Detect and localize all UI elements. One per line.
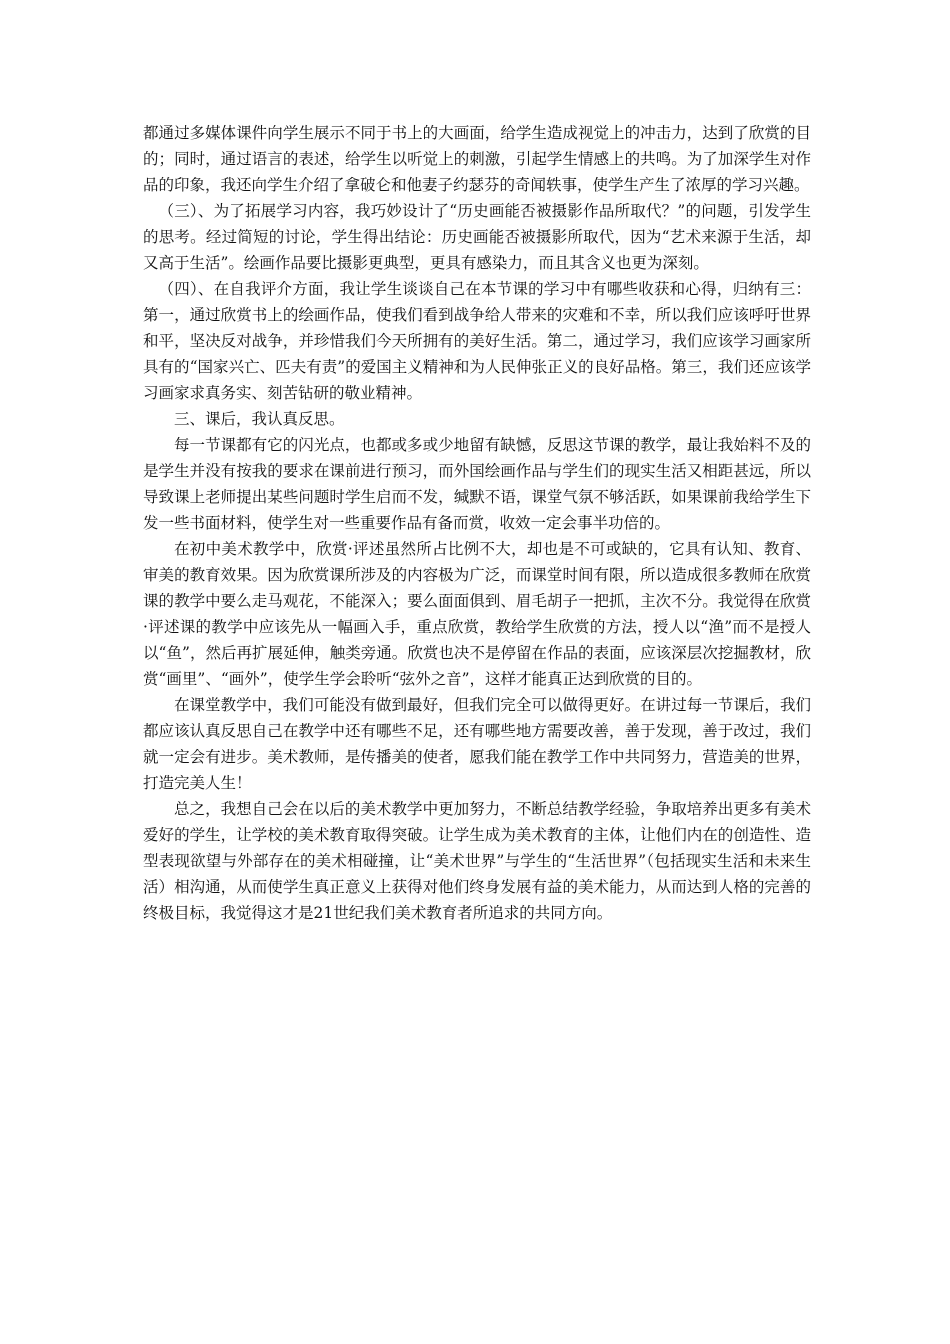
paragraph-section-four: （四）、在自我评介方面，我让学生谈谈自己在本节课的学习中有哪些收获和心得，归纳有三：第一，通过欣赏书上的绘画作品，使我们看到战争给人带来的灾难和不幸，所以我们应该呼吁世界和平，坚决反对战争，并珍惜我们今天所拥有的美好生活。第二，通过学习，我们应该学习画家所具有的“国家兴亡、匹夫有责”的爱国主义精神和为人民伸张正义的良好品格。第三，我们还应该学习画家求真务实、刻苦钻研的敬业精神。 [143, 280, 811, 402]
document-body [143, 120, 811, 926]
paragraph-conclusion: 总之，我想自己会在以后的美术教学中更加努力，不断总结教学经验，争取培养出更多有美术爱好的学生，让学校的美术教育取得突破。让学生成为美术教育的主体，让他们内在的创造性、造型表现欲望与外部存在的美术相碰撞，让“美术世界”与学生的“生活世界”（包括现实生活和未来生活）相沟通，从而使学生真正意义上获得对他们终身发展有益的美术能力，从而达到人格的完善的终极目标，我觉得这才是21世纪我们美术教育者所追求的共同方向。 [143, 800, 811, 922]
paragraph-appreciation: 在初中美术教学中，欣赏·评述虽然所占比例不大，却也是不可或缺的，它具有认知、教育、审美的教育效果。因为欣赏课所涉及的内容极为广泛，而课堂时间有限，所以造成很多教师在欣赏课的教学中要么走马观花，不能深入；要么面面俱到、眉毛胡子一把抓，主次不分。我觉得在欣赏·评述课的教学中应该先从一幅画入手，重点欣赏，教给学生欣赏的方法，授人以“渔”而不是授人以“鱼”，然后再扩展延伸，触类旁通。欣赏也决不是停留在作品的表面，应该深层次挖掘教材，欣赏“画里”、“画外”，使学生学会聆听“弦外之音”，这样才能真正达到欣赏的目的。 [143, 540, 811, 688]
section-heading-after-class: 三、课后，我认真反思。 [174, 410, 345, 428]
paragraph-classroom-teaching: 在课堂教学中，我们可能没有做到最好，但我们完全可以做得更好。在讲过每一节课后，我们都应该认真反思自己在教学中还有哪些不足，还有哪些地方需要改善，善于发现，善于改过，我们就一定会有进步。美术教师，是传播美的使者，愿我们能在教学工作中共同努力，营造美的世界，打造完美人生！ [143, 696, 811, 792]
paragraph-continuation: 都通过多媒体课件向学生展示不同于书上的大画面，给学生造成视觉上的冲击力，达到了欣赏的目的；同时，通过语言的表述，给学生以听觉上的刺激，引起学生情感上的共鸣。为了加深学生对作品的印象，我还向学生介绍了拿破仑和他妻子约瑟芬的奇闻轶事，使学生产生了浓厚的学习兴趣。 [143, 124, 811, 194]
paragraph-section-three: （三）、为了拓展学习内容，我巧妙设计了“历史画能否被摄影作品所取代？”的问题，引发学生的思考。经过简短的讨论，学生得出结论：历史画能否被摄影所取代，因为“艺术来源于生活，却又高于生活”。绘画作品要比摄影更典型，更具有感染力，而且其含义也更为深刻。 [143, 202, 811, 272]
paragraph-reflection: 每一节课都有它的闪光点，也都或多或少地留有缺憾，反思这节课的教学，最让我始料不及的是学生并没有按我的要求在课前进行预习，而外国绘画作品与学生们的现实生活又相距甚远，所以导致课上老师提出某些问题时学生启而不发，缄默不语，课堂气氛不够活跃，如果课前我给学生下发一些书面材料，使学生对一些重要作品有备而赏，收效一定会事半功倍的。 [143, 436, 811, 532]
